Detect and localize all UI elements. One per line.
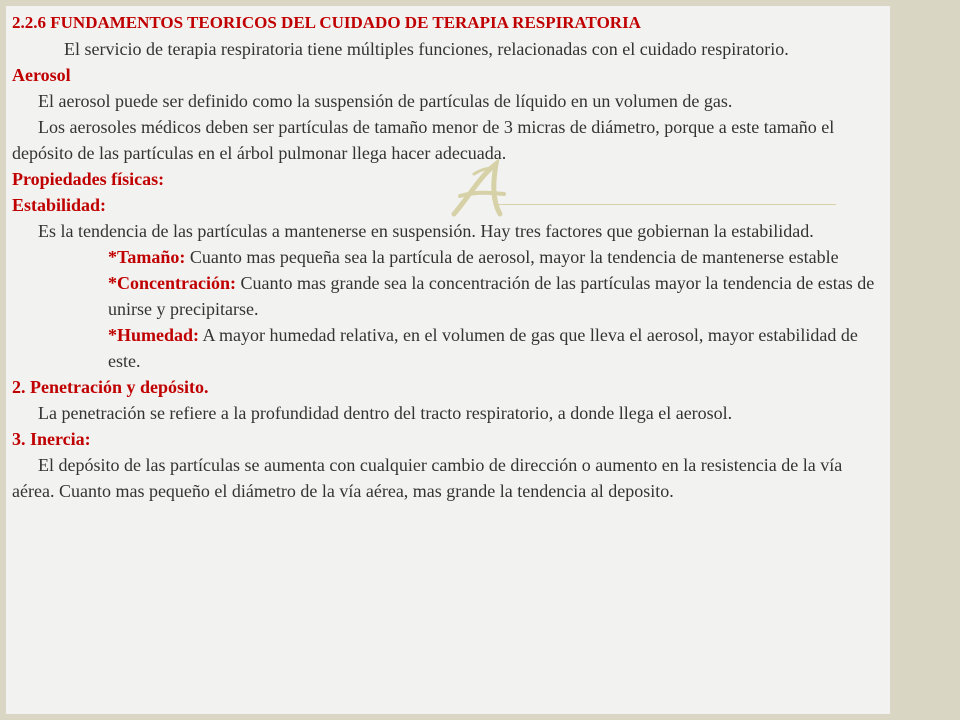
factor-humidity xyxy=(12,322,878,374)
inertia-paragraph: El depósito de las partículas se aumenta con cualquier cambio de dirección o aumento en la resistencia de la vía aérea. Cuanto mas pequeño el diámetro de la vía aérea, mas grande la tendencia al deposito. xyxy=(12,455,843,501)
penetration-paragraph: La penetración se refiere a la profundidad dentro del tracto respiratorio, a donde llega el aerosol. xyxy=(38,403,733,423)
factor-humidity-text: A mayor humedad relativa, en el volumen de gas que lleva el aerosol, mayor estabilidad de este. xyxy=(108,325,858,371)
factor-concentration-text: Cuanto mas grande sea la concentración de las partículas mayor la tendencia de estas de unirse y precipitarse. xyxy=(108,273,875,319)
factor-concentration xyxy=(12,270,878,322)
factor-concentration-label: *Concentración: xyxy=(108,273,236,293)
aerosol-title: Aerosol xyxy=(12,65,71,85)
stability-paragraph: Es la tendencia de las partículas a mantenerse en suspensión. Hay tres factores que gobiernan la estabilidad. xyxy=(38,221,814,241)
stability-title: Estabilidad: xyxy=(12,195,107,215)
intro-paragraph: El servicio de terapia respiratoria tiene múltiples funciones, relacionadas con el cuidado respiratorio. xyxy=(64,39,789,59)
inertia-title: 3. Inercia: xyxy=(12,429,91,449)
penetration-title: 2. Penetración y depósito. xyxy=(12,377,209,397)
factor-humidity-label: *Humedad: xyxy=(108,325,200,345)
section-heading: 2.2.6 FUNDAMENTOS TEORICOS DEL CUIDADO DE TERAPIA RESPIRATORIA xyxy=(12,13,641,32)
aerosol-definition: El aerosol puede ser definido como la suspensión de partículas de líquido en un volumen de gas. xyxy=(38,91,733,111)
factor-size xyxy=(12,244,878,270)
factor-size-text: Cuanto mas pequeña sea la partícula de aerosol, mayor la tendencia de mantenerse estable xyxy=(189,247,839,267)
document-body xyxy=(12,10,878,504)
physical-properties-title: Propiedades físicas: xyxy=(12,169,165,189)
factor-size-label: *Tamaño: xyxy=(108,247,186,267)
aerosol-size-paragraph: Los aerosoles médicos deben ser partículas de tamaño menor de 3 micras de diámetro, porque a este tamaño el depósito de las partículas en el árbol pulmonar llega hacer adecuada. xyxy=(12,117,835,163)
